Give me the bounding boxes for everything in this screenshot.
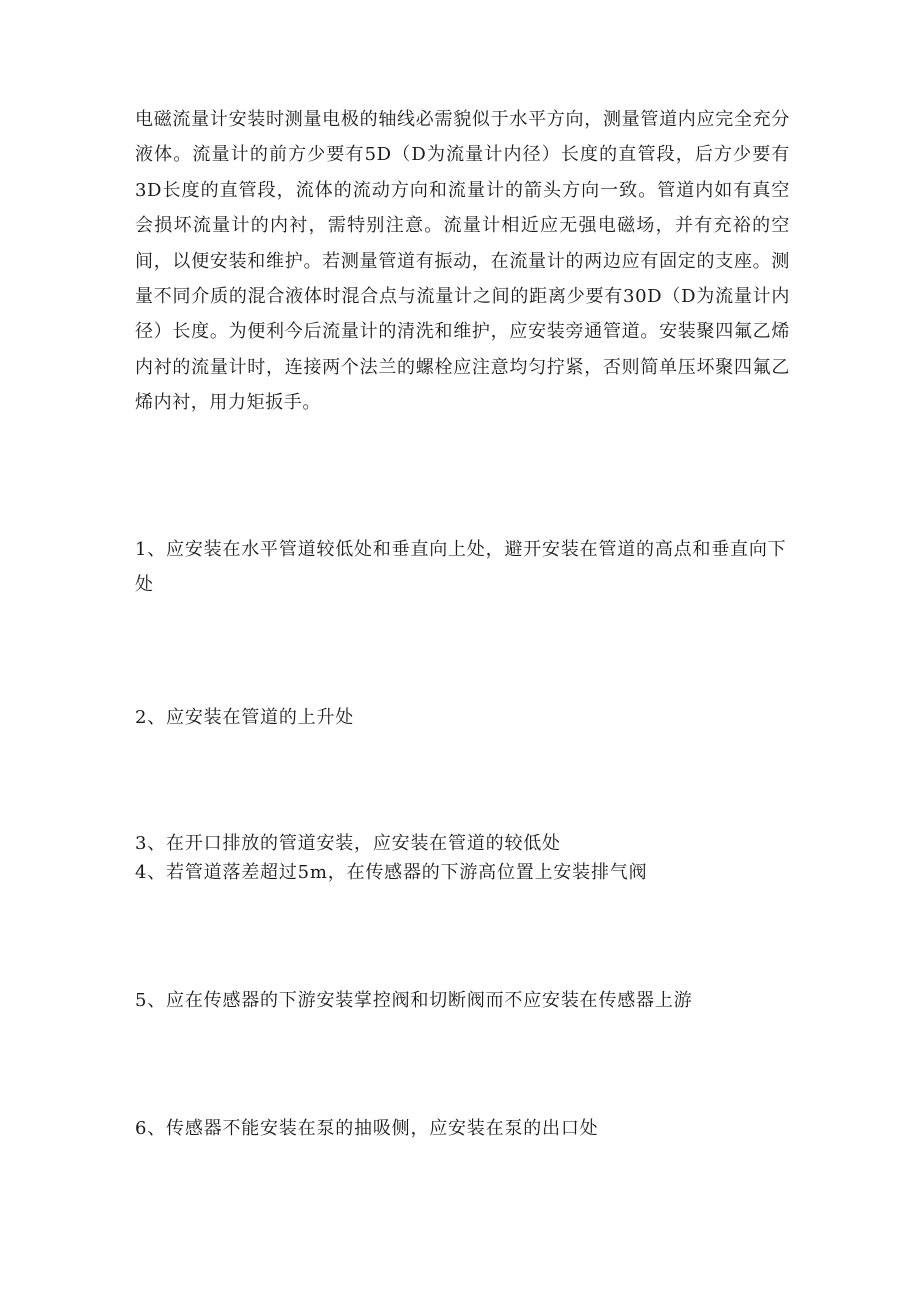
intro-paragraph: 电磁流量计安装时测量电极的轴线必需貌似于水平方向，测量管道内应完全充分液体。流量计的前方少要有5D（D为流量计内径）长度的直管段，后方少要有3D长度的直管段，流体的流动方向和流量计的箭头方向一致。管道内如有真空会损坏流量计的内衬，需特别注意。流量计相近应无强电磁场，并有充裕的空间，以便安装和维护。若测量管道有振动，在流量计的两边应有固定的支座。测量不同介质的混合液体时混合点与流量计之间的距离少要有30D（D为流量计内径）长度。为便利今后流量计的清洗和维护，应安装旁通管道。安装聚四氟乙烯内衬的流量计时，连接两个法兰的螺栓应注意均匀拧紧，否则简单压坏聚四氟乙烯内衬，用力矩扳手。	[135, 109, 790, 414]
list-item-2: 2、应安装在管道的上升处	[135, 707, 355, 728]
list-item-5: 5、应在传感器的下游安装掌控阀和切断阀而不应安装在传感器上游	[135, 990, 693, 1011]
list-item-4: 4、若管道落差超过5m，在传感器的下游高位置上安装排气阀	[135, 862, 648, 883]
list-item-6: 6、传感器不能安装在泵的抽吸侧，应安装在泵的出口处	[135, 1118, 599, 1139]
list-item-3: 3、在开口排放的管道安装，应安装在管道的较低处	[135, 833, 561, 854]
list-item-1: 1、应安装在水平管道较低处和垂直向上处，避开安装在管道的高点和垂直向下处	[135, 539, 787, 595]
